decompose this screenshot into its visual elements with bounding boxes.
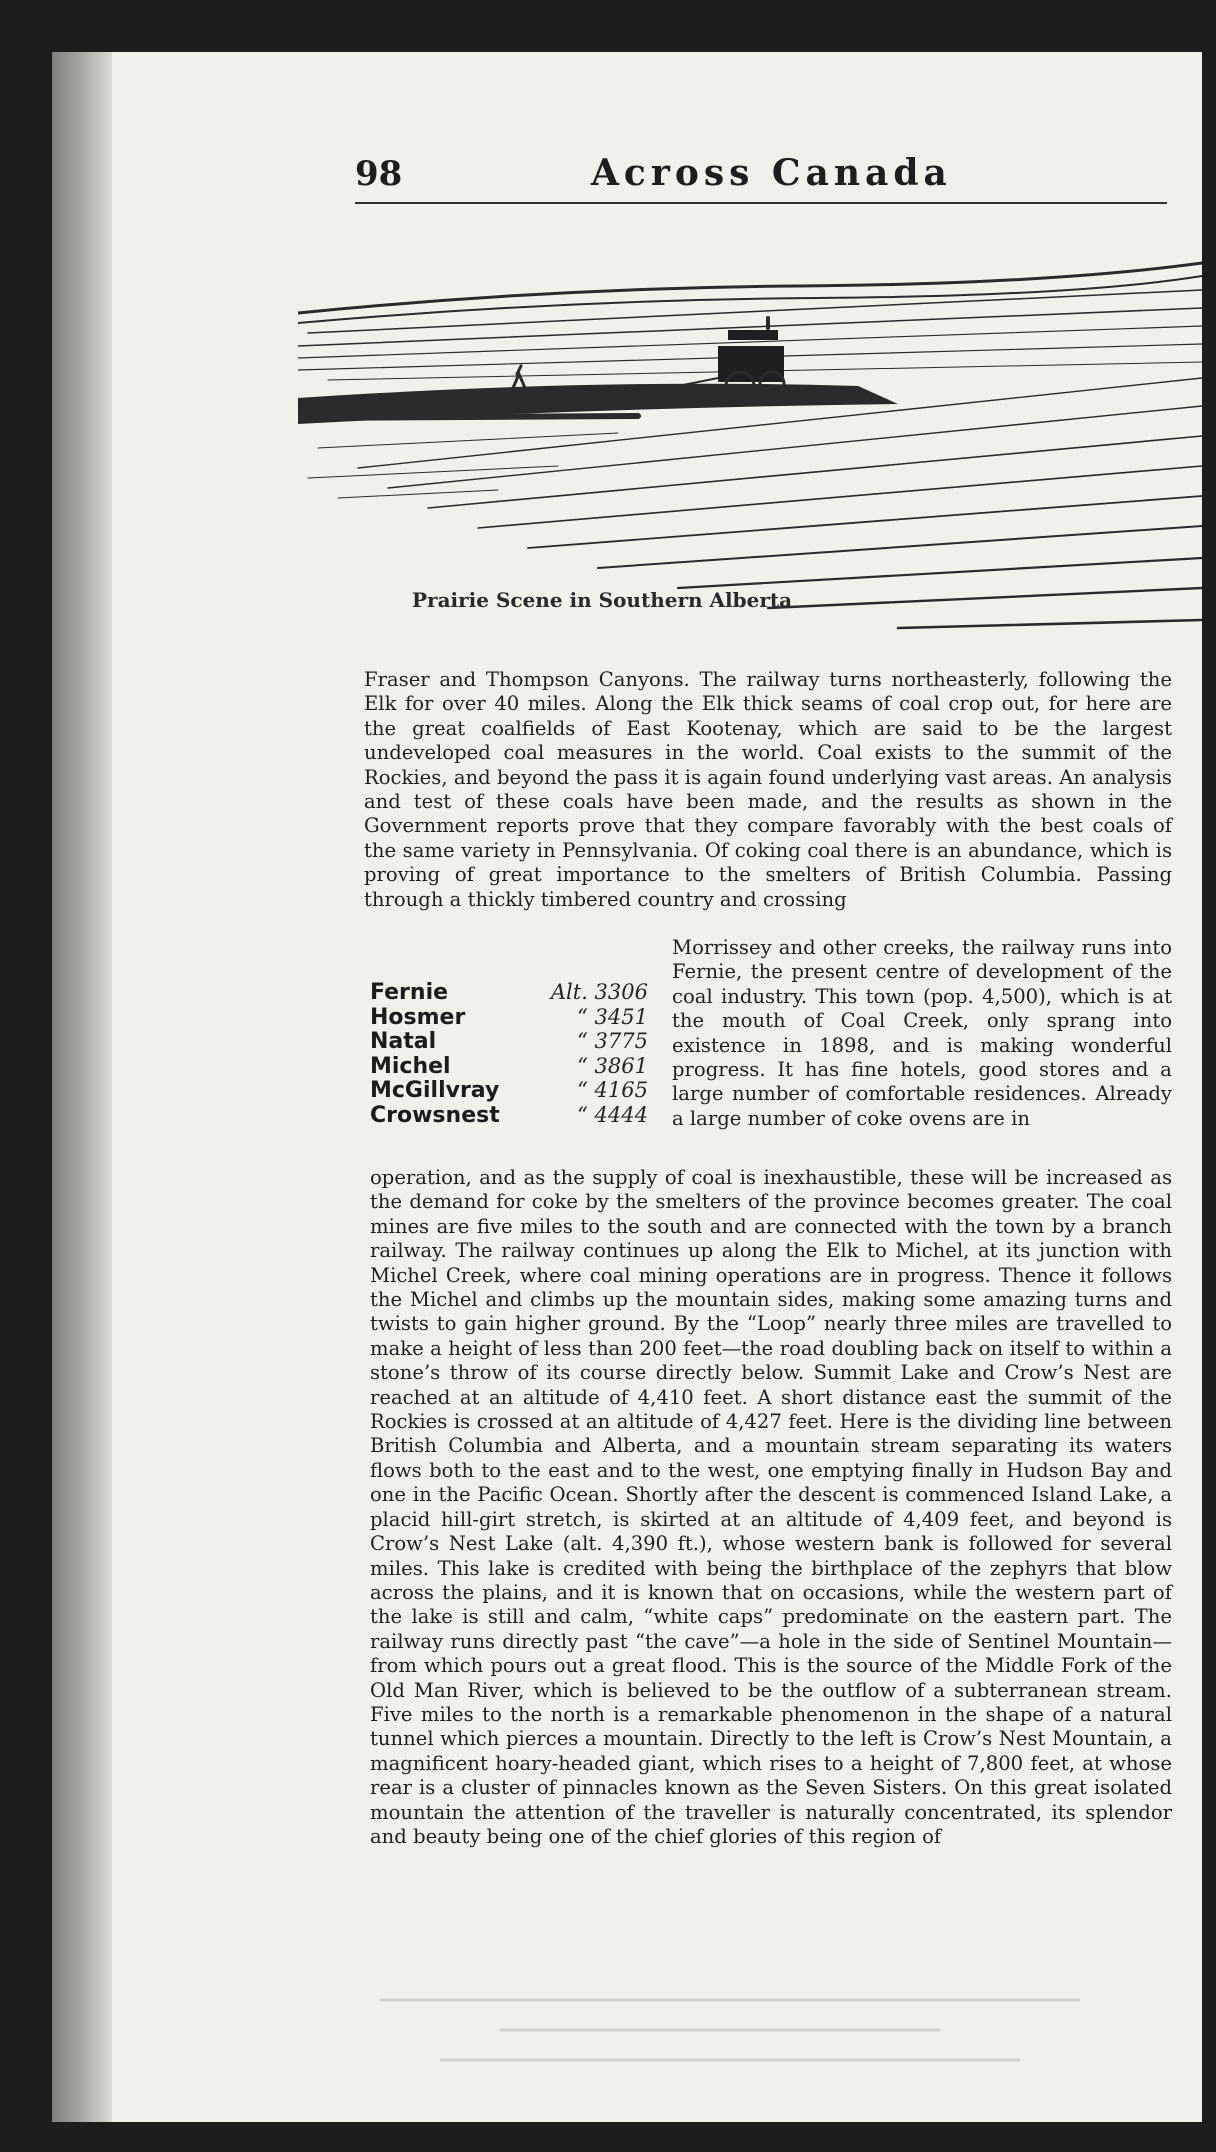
station-altitude: “ 4165 [577, 1078, 648, 1103]
station-row [370, 980, 660, 1005]
bleed-through-lines [380, 1990, 1080, 2080]
paragraph-top: Fraser and Thompson Canyons. The railway turns northeasterly, following the Elk for over 40 miles. Along the Elk thick seams of coal crop out, for here are the great coalfields of East Kootenay, which are said to be the largest undeveloped coal measures in the world. Coal exists to the summit of the Rockies, and beyond the pass it is again found underlying vast areas. An analysis and test of these coals have been made, and the results as shown in the Government reports prove that they compare favorably with the best coals of the same variety in Pennsylvania. Of coking coal there is an abundance, which is proving of great importance to the smelters of British Columbia. Passing through a thickly timbered country and crossing [364, 668, 1172, 911]
station-name: Natal [370, 1029, 437, 1055]
station-name: McGillvray [370, 1078, 500, 1104]
station-altitude-table [370, 980, 660, 1128]
illustration-caption: Prairie Scene in Southern Alberta [412, 588, 793, 612]
running-title: Across Canada [591, 152, 952, 194]
station-name: Crowsnest [370, 1102, 500, 1128]
page-header [355, 150, 1167, 204]
station-row [370, 1029, 660, 1054]
station-row [370, 1103, 660, 1128]
page-gutter-shadow [52, 52, 112, 2122]
station-name: Fernie [370, 980, 449, 1005]
station-altitude: “ 3775 [577, 1029, 648, 1054]
paragraph-bottom: operation, and as the supply of coal is inexhaustible, these will be increased as the demand for coke by the smelters of the province becomes greater. The coal mines are five miles to the south and are connected with the town by a branch railway. The railway continues up along the Elk to Michel, at its junction with Michel Creek, where coal mining operations are in progress. Thence it follows the Michel and climbs up the mountain sides, making some amazing turns and twists to gain higher ground. By the “Loop” nearly three miles are travelled to make a height of less than 200 feet—the road doubling back on itself to within a stone’s throw of its course directly below. Summit Lake and Crow’s Nest are reached at an altitude of 4,410 feet. A short distance east the summit of the Rockies is crossed at an altitude of 4,427 feet. Here is the dividing line between British Columbia and Alberta, and a mountain stream separating its waters flows both to the east and to the west, one emptying finally in Hudson Bay and one in the Pacific Ocean. Shortly after the descent is commenced Island Lake, a placid hill-girt stretch, is skirted at an altitude of 4,409 feet, and beyond is Crow’s Nest Lake (alt. 4,390 ft.), whose western bank is followed for several miles. This lake is credited with being the birthplace of the zephyrs that blow across the plains, and it is known that on occasions, while the western part of the lake is still and calm, “white caps” predominate on the eastern part. The railway runs directly past “the cave”—a hole in the side of Sentinel Mountain—from which pours out a great flood. This is the source of the Middle Fork of the Old Man River, which is believed to be the outflow of a subterranean stream. Five miles to the north is a remarkable phenomenon in the shape of a natural tunnel which pierces a mountain. Directly to the left is Crow’s Nest Mountain, a magnificent hoary-headed giant, which rises to a height of 7,800 feet, at whose rear is a cluster of pinnacles known as the Seven Sisters. On this great isolated mountain the attention of the traveller is naturally concentrated, its splendor and beauty being one of the chief glories of this region of [370, 1166, 1172, 1848]
station-altitude: Alt. 3306 [550, 980, 648, 1004]
prairie-illustration [298, 228, 1202, 648]
station-name: Hosmer [370, 1004, 466, 1030]
station-altitude: “ 3451 [577, 1004, 648, 1029]
station-row [370, 1054, 660, 1079]
station-row [370, 1078, 660, 1103]
station-name: Michel [370, 1053, 451, 1079]
station-row [370, 1005, 660, 1030]
paragraph-right-column: Morrissey and other creeks, the railway runs into Fernie, the present centre of development of the coal industry. This town (pop. 4,500), which is at the mouth of Coal Creek, only sprang into existence in 1898, and is making wonderful progress. It has fine hotels, good stores and a large number of comfortable residences. Already a large number of coke ovens are in [672, 936, 1172, 1130]
page-number: 98 [355, 154, 403, 194]
station-altitude: “ 4444 [577, 1102, 648, 1127]
station-altitude: “ 3861 [577, 1053, 648, 1078]
bleed-through-ghost-text [380, 1990, 1080, 2080]
